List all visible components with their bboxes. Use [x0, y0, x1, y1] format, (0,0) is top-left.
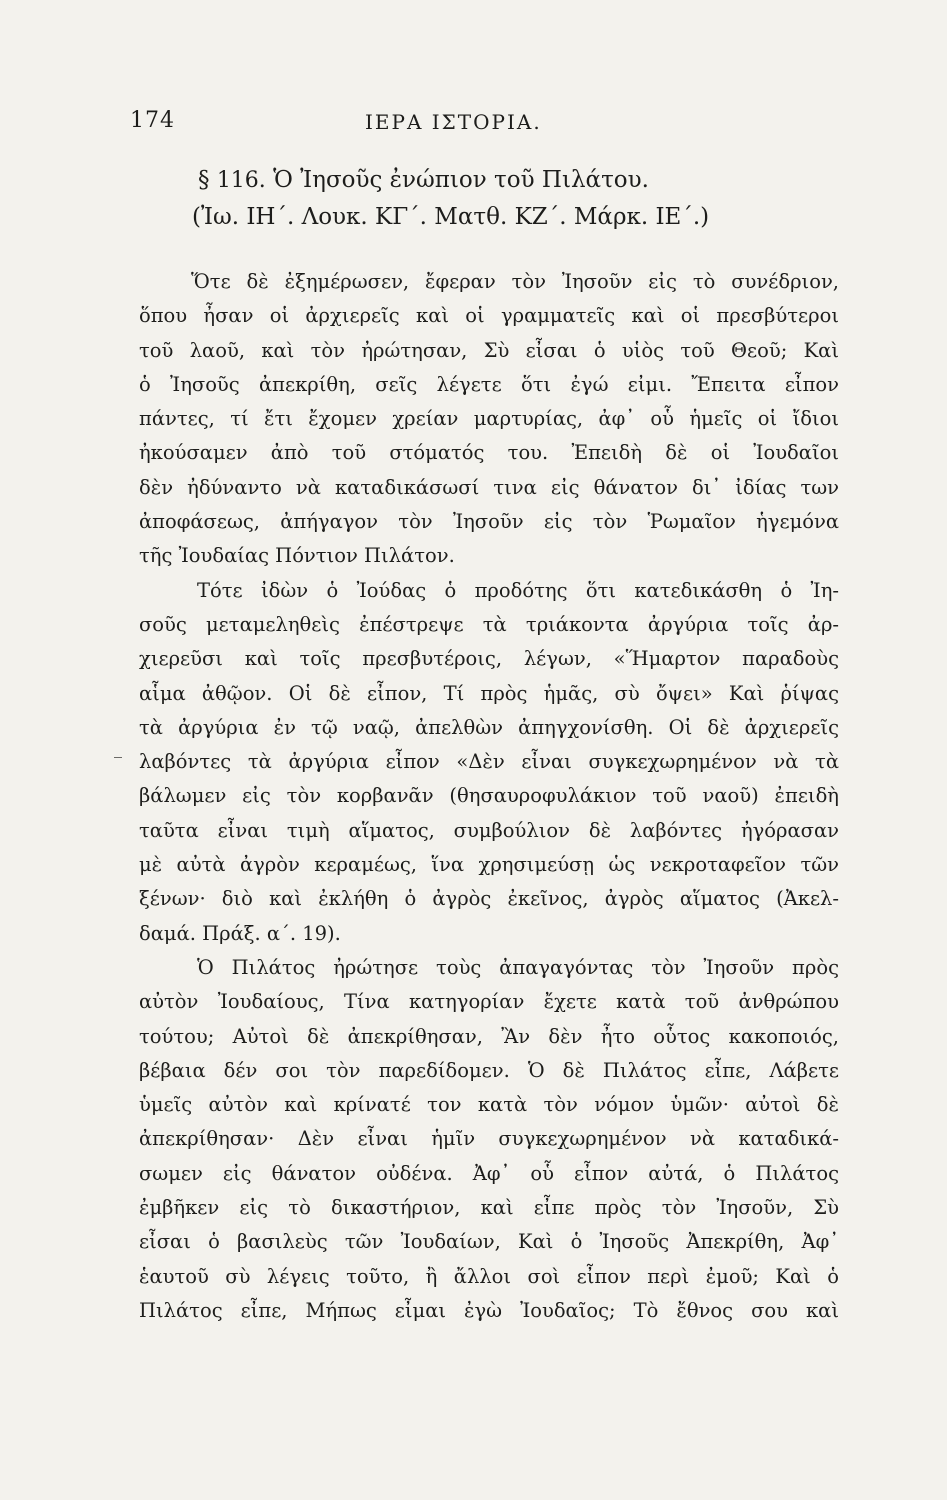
text-line: αὐτὸν Ἰουδαίους, Τίνα κατηγορίαν ἔχετε κατὰ τοῦ ἀνθρώπου: [139, 990, 839, 1014]
text-line: τούτου; Αὐτοὶ δὲ ἀπεκρίθησαν, Ἂν δὲν ἦτο οὗτος κακοποιός,: [139, 1024, 839, 1048]
section-symbol: §: [198, 167, 210, 193]
text-line: τὰ ἀργύρια ἐν τῷ ναῷ, ἀπελθὼν ἀπηγχονίσθη. Οἱ δὲ ἀρχιερεῖς: [139, 715, 839, 739]
section-title-line: [198, 162, 818, 199]
text-line: βέβαια δέν σοι τὸν παρεδίδομεν. Ὁ δὲ Πιλάτος εἶπε, Λάβετε: [139, 1058, 839, 1082]
text-line: λαβόντες τὰ ἀργύρια εἶπον «Δὲν εἶναι συγκεχωρημένον νὰ τὰ: [139, 750, 839, 774]
text-line: ταῦτα εἶναι τιμὴ αἵματος, συμβούλιον δὲ λαβόντες ἠγόρασαν: [139, 818, 839, 842]
text-line: τῆς Ἰουδαίας Πόντιον Πιλάτον.: [139, 544, 455, 568]
text-line: ὅπου ἦσαν οἱ ἀρχιερεῖς καὶ οἱ γραμματεῖς καὶ οἱ πρεσβύτεροι: [139, 304, 839, 328]
text-line: ἠκούσαμεν ἀπὸ τοῦ στόματός του. Ἐπειδὴ δὲ οἱ Ἰουδαῖοι: [139, 441, 839, 465]
section-heading: [192, 162, 818, 236]
text-line: βάλωμεν εἰς τὸν κορβανᾶν (θησαυροφυλάκιον τοῦ ναοῦ) ἐπειδὴ: [139, 784, 839, 808]
text-line: δὲν ἠδύναντο νὰ καταδικάσωσί τινα εἰς θάνατον δι᾽ ἰδίας των: [139, 475, 839, 499]
text-line: ἀποφάσεως, ἀπήγαγον τὸν Ἰησοῦν εἰς τὸν Ῥωμαῖον ἡγεμόνα: [139, 510, 839, 534]
running-head: [130, 108, 830, 144]
section-number: 116.: [216, 168, 266, 193]
text-line: αἷμα ἀθῷον. Οἱ δὲ εἶπον, Τί πρὸς ἡμᾶς, σὺ ὄψει» Καὶ ῥίψας: [139, 681, 839, 705]
text-line: Τότε ἰδὼν ὁ Ἰούδας ὁ προδότης ὅτι κατεδικάσθη ὁ Ἰη-: [197, 578, 839, 602]
text-line: ἐμβῆκεν εἰς τὸ δικαστήριον, καὶ εἶπε πρὸς τὸν Ἰησοῦν, Σὺ: [139, 1196, 839, 1220]
text-line: δαμά. Πράξ. α΄. 19).: [139, 921, 341, 945]
body-text: [139, 265, 839, 1328]
text-line: ξένων· διὸ καὶ ἐκλήθη ὁ ἀγρὸς ἐκεῖνος, ἀγρὸς αἵματος (Ἀκελ-: [139, 887, 839, 911]
section-title: Ὁ Ἰησοῦς ἐνώπιον τοῦ Πιλάτου.: [273, 167, 649, 193]
margin-mark: [114, 757, 122, 758]
text-line: σωμεν εἰς θάνατον οὐδένα. Ἀφ᾽ οὗ εἶπον αὐτά, ὁ Πιλάτος: [139, 1161, 839, 1185]
text-line: μὲ αὐτὰ ἀγρὸν κεραμέως, ἵνα χρησιμεύσῃ ὡς νεκροταφεῖον τῶν: [139, 853, 839, 877]
running-title: ΙΕΡΑ ΙΣΤΟΡΙΑ.: [365, 110, 542, 134]
text-line: ἀπεκρίθησαν· Δὲν εἶναι ἡμῖν συγκεχωρημένον νὰ καταδικά-: [139, 1127, 839, 1151]
text-line: χιερεῦσι καὶ τοῖς πρεσβυτέροις, λέγων, «Ἥμαρτον παραδοὺς: [139, 647, 839, 671]
text-line: Πιλάτος εἶπε, Μήπως εἶμαι ἐγὼ Ἰουδαῖος; Τὸ ἔθνος σου καὶ: [139, 1298, 839, 1322]
text-line: πάντες, τί ἔτι ἔχομεν χρείαν μαρτυρίας, ἀφ᾽ οὗ ἡμεῖς οἱ ἴδιοι: [139, 407, 839, 431]
text-line: ὁ Ἰησοῦς ἀπεκρίθη, σεῖς λέγετε ὅτι ἐγώ εἰμι. Ἔπειτα εἶπον: [139, 372, 839, 396]
text-line: Ὅτε δὲ ἐξημέρωσεν, ἔφεραν τὸν Ἰησοῦν εἰς τὸ συνέδριον,: [191, 270, 839, 293]
section-references: (Ἰω. ΙΗ΄. Λουκ. ΚΓ΄. Ματθ. ΚΖ΄. Μάρκ. ΙΕ΄.): [192, 204, 710, 230]
text-line: σοῦς μεταμεληθεὶς ἐπέστρεψε τὰ τριάκοντα ἀργύρια τοῖς ἀρ-: [139, 612, 839, 636]
text-line: τοῦ λαοῦ, καὶ τὸν ἠρώτησαν, Σὺ εἶσαι ὁ υἱὸς τοῦ Θεοῦ; Καὶ: [139, 338, 839, 362]
text-line: Ὁ Πιλάτος ἠρώτησε τοὺς ἀπαγαγόντας τὸν Ἰησοῦν πρὸς: [197, 955, 839, 979]
text-line: ὑμεῖς αὐτὸν καὶ κρίνατέ τον κατὰ τὸν νόμον ὑμῶν· αὐτοὶ δὲ: [139, 1093, 839, 1117]
page-number: 174: [130, 108, 175, 133]
text-line: εἶσαι ὁ βασιλεὺς τῶν Ἰουδαίων, Καὶ ὁ Ἰησοῦς Ἀπεκρίθη, Ἀφ᾽: [139, 1230, 839, 1254]
text-line: ἑαυτοῦ σὺ λέγεις τοῦτο, ἢ ἄλλοι σοὶ εἶπον περὶ ἐμοῦ; Καὶ ὁ: [139, 1264, 839, 1288]
